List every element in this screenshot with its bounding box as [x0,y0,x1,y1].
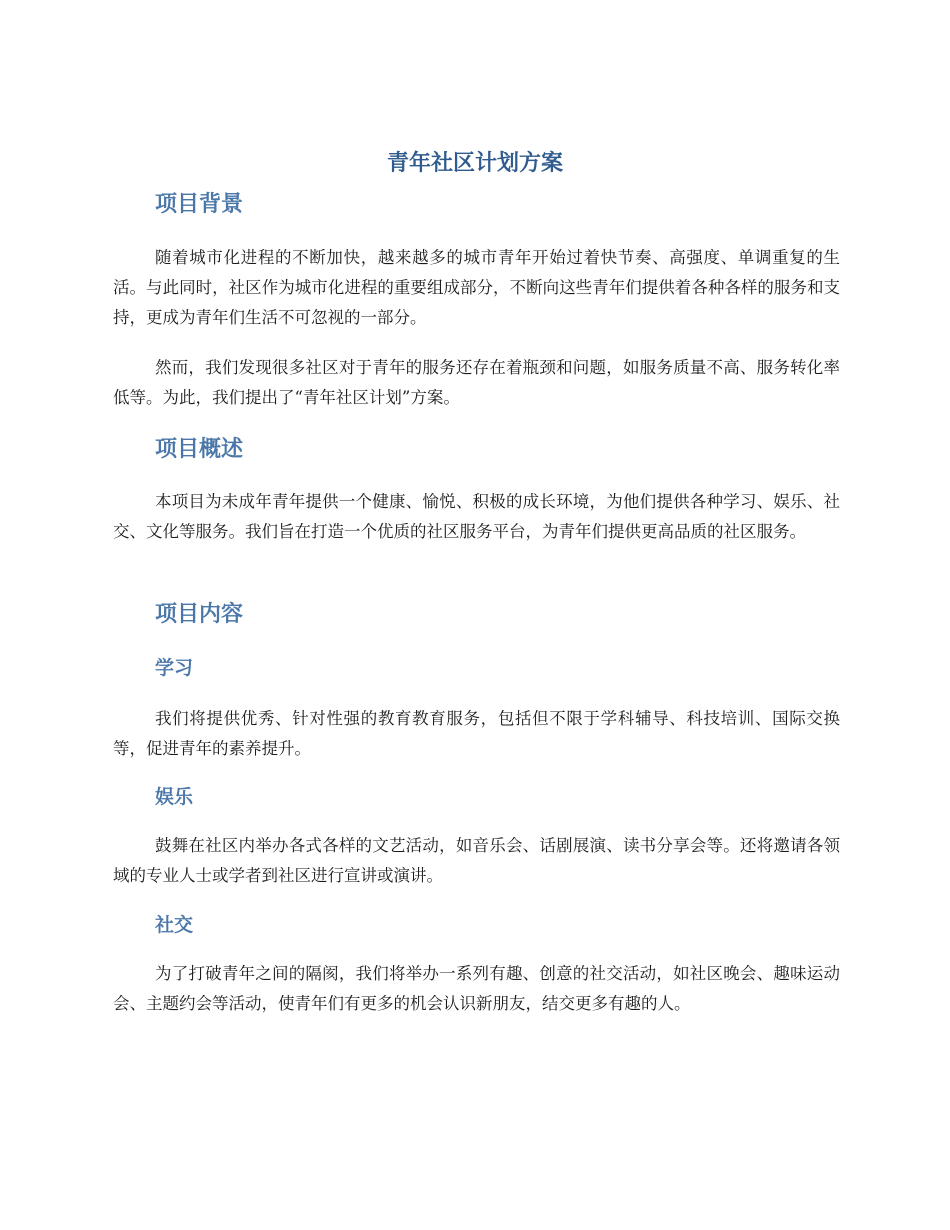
subsection-heading-entertainment: 娱乐 [155,786,194,808]
subsection-heading-social: 社交 [155,914,194,936]
document-title: 青年社区计划方案 [386,151,563,176]
section-heading-overview: 项目概述 [155,437,244,462]
background-paragraph-2: 然而，我们发现很多社区对于青年的服务还存在着瓶颈和问题，如服务质量不高、服务转化率低等。为此，我们提出了“青年社区计划”方案。 [113,358,840,407]
entertainment-paragraph: 鼓舞在社区内举办各式各样的文艺活动，如音乐会、话剧展演、读书分享会等。还将邀请各领域的专业人士或学者到社区进行宣讲或演讲。 [113,836,840,885]
section-heading-content: 项目内容 [155,602,244,627]
section-heading-background: 项目背景 [155,192,244,217]
study-paragraph: 我们将提供优秀、针对性强的教育教育服务，包括但不限于学科辅导、科技培训、国际交换等，促进青年的素养提升。 [113,709,840,758]
background-paragraph-1: 随着城市化进程的不断加快，越来越多的城市青年开始过着快节奏、高强度、单调重复的生活。与此同时，社区作为城市化进程的重要组成部分，不断向这些青年们提供着各种各样的服务和支持，更成为青年们生活不可忽视的一部分。 [113,248,840,327]
subsection-heading-study: 学习 [155,657,194,679]
overview-paragraph-1: 本项目为未成年青年提供一个健康、愉悦、积极的成长环境，为他们提供各种学习、娱乐、社交、文化等服务。我们旨在打造一个优质的社区服务平台，为青年们提供更高品质的社区服务。 [113,492,840,541]
social-paragraph: 为了打破青年之间的隔阂，我们将举办一系列有趣、创意的社交活动，如社区晚会、趣味运动会、主题约会等活动，使青年们有更多的机会认识新朋友，结交更多有趣的人。 [113,964,840,1013]
